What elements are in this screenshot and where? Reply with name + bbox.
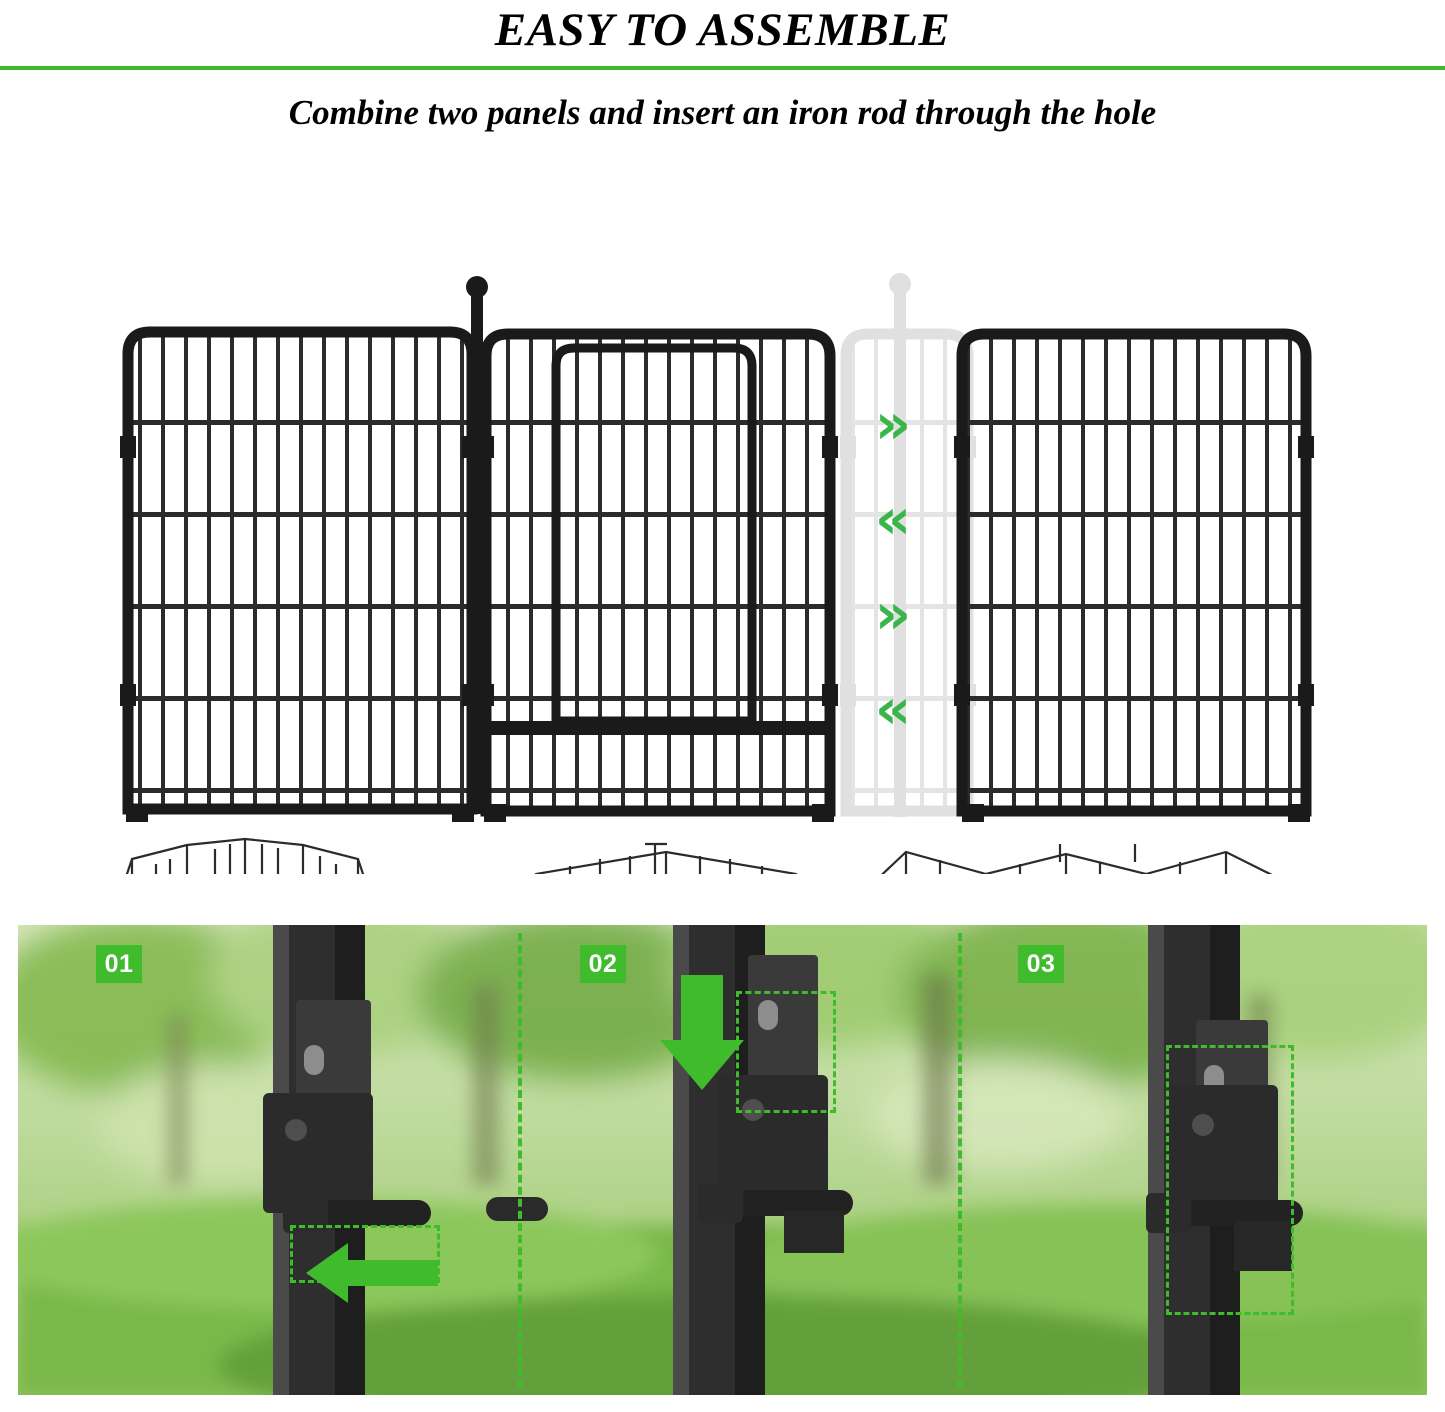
chevron-right-icon-1: » (874, 392, 912, 457)
panel-middle-gate (478, 334, 838, 822)
step-badge-02: 02 (580, 945, 626, 983)
step-badge-03: 03 (1018, 945, 1064, 983)
highlight-box-03 (1166, 1045, 1294, 1315)
photo-divider-1 (518, 933, 522, 1388)
thumbnail-octagon-shape (116, 839, 378, 874)
page-title: EASY TO ASSEMBLE (494, 4, 951, 56)
direction-arrows-group (862, 392, 932, 742)
panel-left (120, 332, 478, 822)
thumbnail-wide-fence-shape (872, 844, 1286, 874)
assembly-diagram (0, 144, 1445, 874)
chevron-right-icon-2: » (874, 582, 912, 647)
thumbnail-rectangle-shape (466, 844, 870, 874)
instruction-subtitle: Combine two panels and insert an iron rod through the hole (288, 93, 1157, 132)
highlight-box-01 (290, 1225, 440, 1283)
panel-right (954, 334, 1314, 822)
panels-illustration (0, 144, 1445, 874)
chevron-left-icon-2: « (874, 677, 912, 742)
green-divider-rule (0, 66, 1445, 70)
step-badge-01: 01 (96, 945, 142, 983)
header (0, 0, 1445, 134)
photo-divider-2 (958, 933, 962, 1388)
chevron-left-icon-1: « (874, 487, 912, 552)
highlight-box-02 (736, 991, 836, 1113)
step-photos-strip (18, 925, 1427, 1395)
